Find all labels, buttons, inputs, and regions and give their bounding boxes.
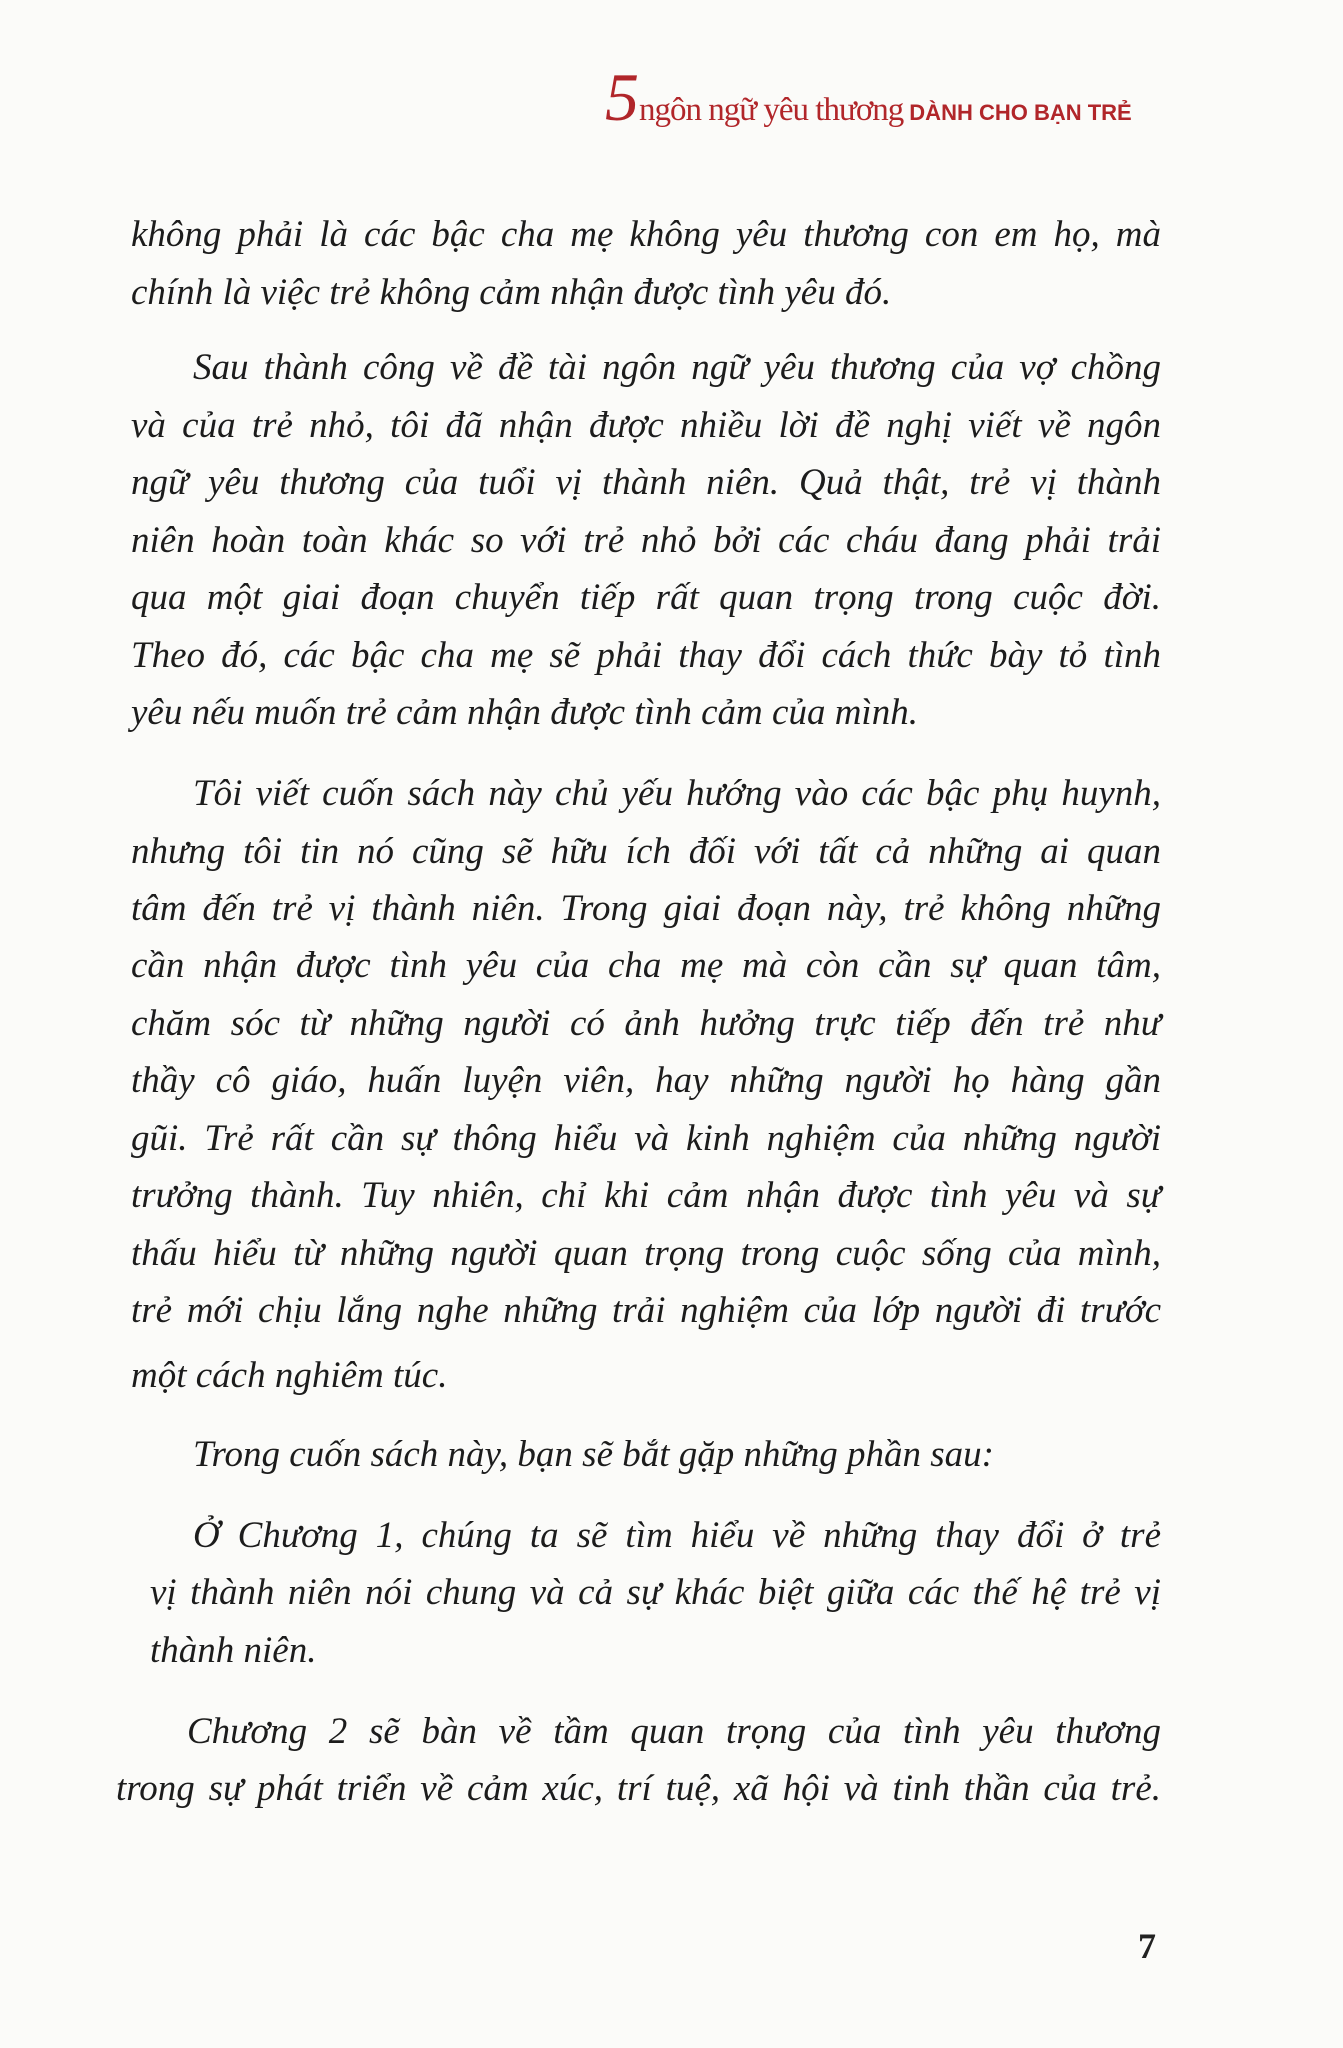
text-line: vị thành niên nói chung và cả sự khác biệt giữa các thế hệ trẻ vị: [150, 1572, 1161, 1613]
text-line: Ở Chương 1, chúng ta sẽ tìm hiểu về những thay đổi ở trẻ: [193, 1515, 1161, 1556]
text-line: Trong cuốn sách này, bạn sẽ bắt gặp những phần sau:: [193, 1434, 994, 1475]
text-line: một cách nghiêm túc.: [131, 1355, 448, 1396]
text-line: cần nhận được tình yêu của cha mẹ mà còn cần sự quan tâm,: [131, 945, 1161, 986]
text-line: trẻ mới chịu lắng nghe những trải nghiệm của lớp người đi trước: [131, 1290, 1161, 1331]
text-line: Tôi viết cuốn sách này chủ yếu hướng vào các bậc phụ huynh,: [193, 773, 1161, 814]
text-line: Sau thành công về đề tài ngôn ngữ yêu thương của vợ chồng: [193, 347, 1161, 388]
header-title-serif: ngôn ngữ yêu thương: [639, 92, 904, 128]
text-line: trưởng thành. Tuy nhiên, chỉ khi cảm nhận được tình yêu và sự: [131, 1175, 1161, 1216]
header-title-caps: DÀNH CHO BẠN TRẺ: [909, 100, 1132, 125]
text-line: chăm sóc từ những người có ảnh hưởng trực tiếp đến trẻ như: [131, 1003, 1161, 1044]
text-line: Theo đó, các bậc cha mẹ sẽ phải thay đổi cách thức bày tỏ tình: [131, 635, 1161, 676]
text-line: chính là việc trẻ không cảm nhận được tình yêu đó.: [131, 272, 892, 313]
running-header: [605, 58, 1170, 135]
text-line: yêu nếu muốn trẻ cảm nhận được tình cảm của mình.: [131, 692, 918, 733]
text-line: Chương 2 sẽ bàn về tầm quan trọng của tình yêu thương: [187, 1711, 1161, 1752]
page-number: 7: [1138, 1926, 1156, 1966]
text-line: không phải là các bậc cha mẹ không yêu thương con em họ, mà: [131, 214, 1161, 255]
text-line: nhưng tôi tin nó cũng sẽ hữu ích đối với tất cả những ai quan: [131, 831, 1161, 872]
text-line: tâm đến trẻ vị thành niên. Trong giai đoạn này, trẻ không những: [131, 888, 1161, 929]
header-number: 5: [605, 59, 639, 135]
text-line: thấu hiểu từ những người quan trọng trong cuộc sống của mình,: [131, 1233, 1161, 1274]
text-line: thầy cô giáo, huấn luyện viên, hay những người họ hàng gần: [131, 1060, 1161, 1101]
text-line: và của trẻ nhỏ, tôi đã nhận được nhiều lời đề nghị viết về ngôn: [131, 405, 1161, 446]
text-line: gũi. Trẻ rất cần sự thông hiểu và kinh nghiệm của những người: [131, 1118, 1161, 1159]
text-line: thành niên.: [150, 1630, 317, 1671]
text-line: ngữ yêu thương của tuổi vị thành niên. Quả thật, trẻ vị thành: [131, 462, 1161, 503]
text-line: qua một giai đoạn chuyển tiếp rất quan trọng trong cuộc đời.: [131, 577, 1161, 618]
text-line: niên hoàn toàn khác so với trẻ nhỏ bởi các cháu đang phải trải: [131, 520, 1161, 561]
text-line: trong sự phát triển về cảm xúc, trí tuệ, xã hội và tinh thần của trẻ.: [116, 1768, 1161, 1809]
